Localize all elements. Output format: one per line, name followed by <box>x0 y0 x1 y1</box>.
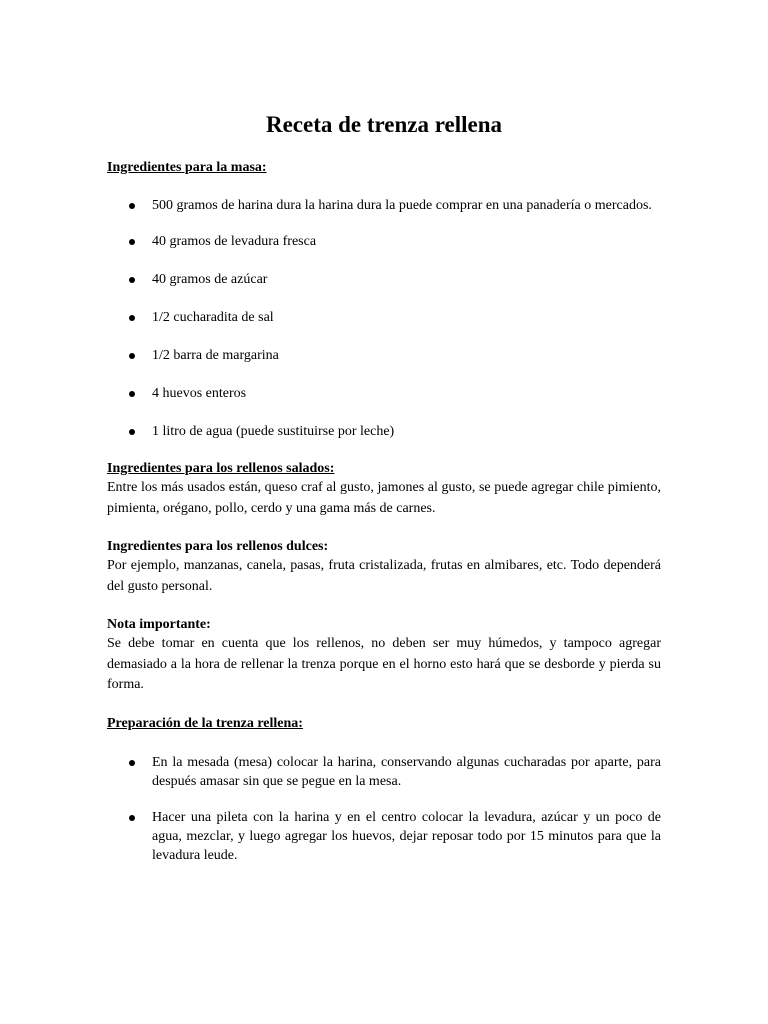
bullet-icon <box>129 277 135 283</box>
heading-masa: Ingredientes para la masa: <box>107 160 267 175</box>
paragraph-rellenos-salados: Entre los más usados están, queso craf al gusto, jamones al gusto, se puede agregar chile pimiento, pimienta, orégano, pollo, cerdo y una gama más de carnes. <box>107 480 661 516</box>
heading-rellenos-salados: Ingredientes para los rellenos salados: <box>107 461 335 476</box>
bullet-icon <box>129 315 135 321</box>
bullet-icon <box>129 239 135 245</box>
paragraph-nota-importante: Se debe tomar en cuenta que los rellenos, no deben ser muy húmedos, y tampoco agregar demasiado a la hora de rellenar la trenza porque en el horno esto hará que se desborde y pierda su forma. <box>107 636 661 692</box>
list-masa <box>107 196 661 441</box>
paragraph-rellenos-dulces: Por ejemplo, manzanas, canela, pasas, fruta cristalizada, frutas en almibares, etc. Todo dependerá del gusto personal. <box>107 558 661 594</box>
list-item: 1/2 barra de margarina <box>107 346 661 365</box>
bullet-icon <box>129 815 135 821</box>
bullet-icon <box>129 391 135 397</box>
list-item: 40 gramos de azúcar <box>107 270 661 289</box>
list-item: 40 gramos de levadura fresca <box>107 232 661 251</box>
bullet-icon <box>129 203 135 209</box>
list-preparacion <box>107 753 661 865</box>
bullet-icon <box>129 760 135 766</box>
bullet-icon <box>129 429 135 435</box>
list-item: Hacer una pileta con la harina y en el centro colocar la levadura, azúcar y un poco de agua, mezclar, y luego agregar los huevos, dejar reposar todo por 15 minutos para que la levadura leude. <box>107 808 661 865</box>
heading-nota-importante: Nota importante: <box>107 617 211 632</box>
list-item: 1 litro de agua (puede sustituirse por leche) <box>107 422 661 441</box>
list-item: 1/2 cucharadita de sal <box>107 308 661 327</box>
bullet-icon <box>129 353 135 359</box>
heading-preparacion: Preparación de la trenza rellena: <box>107 715 303 731</box>
document-title: Receta de trenza rellena <box>265 112 503 137</box>
heading-rellenos-dulces: Ingredientes para los rellenos dulces: <box>107 539 329 554</box>
list-item: 500 gramos de harina dura la harina dura la puede comprar en una panadería o mercados. <box>107 196 661 215</box>
list-item: En la mesada (mesa) colocar la harina, conservando algunas cucharadas por aparte, para después amasar sin que se pegue en la mesa. <box>107 753 661 791</box>
list-item: 4 huevos enteros <box>107 384 661 403</box>
